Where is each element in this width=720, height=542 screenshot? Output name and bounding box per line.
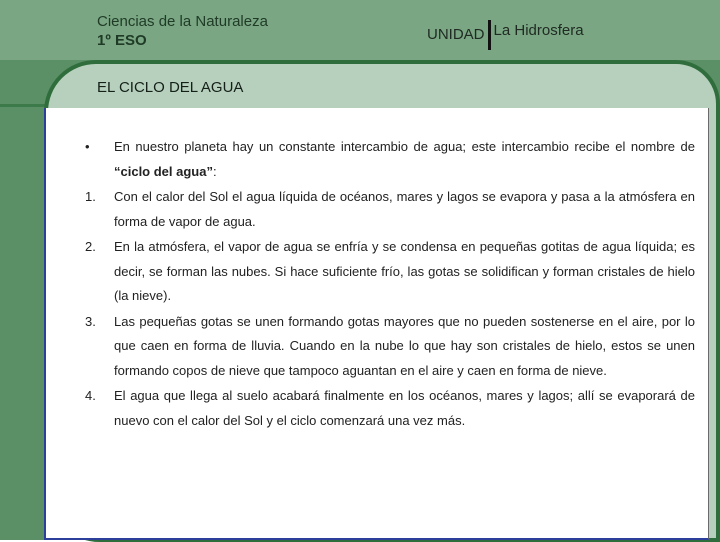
unit-header <box>427 20 584 50</box>
section-title: EL CICLO DEL AGUA <box>97 79 244 96</box>
list-item-text: En la atmósfera, el vapor de agua se enfría y se condensa en pequeñas gotitas de agua líquida; es decir, se forman las nubes. Si hace suficiente frío, las gotas se solidifican y forman cristales de hielo (la nieve). <box>114 239 695 303</box>
intro-paragraph <box>85 135 695 184</box>
list-item <box>85 235 695 309</box>
list-item-text: El agua que llega al suelo acabará finalmente en los océanos, mares y lagos; allí se evaporará de nuevo con el calor del Sol y el ciclo comenzará una vez más. <box>114 388 695 428</box>
list-item-text: Las pequeñas gotas se unen formando gotas mayores que no pueden sostenerse en el aire, por lo que caen en forma de lluvia. Cuando en la nube lo que hay son cristales de hielo, estos se unen formando copos de nieve que tampoco aguantan en el aire y caen en forma de nieve. <box>114 313 695 378</box>
list-item-text: Con el calor del Sol el agua líquida de océanos, mares y lagos se evapora y pasa a la atmósfera en forma de vapor de agua. <box>114 189 695 229</box>
list-marker: 3. <box>85 313 96 329</box>
list-item <box>85 310 695 384</box>
course-level: 1º ESO <box>97 32 147 49</box>
unit-separator <box>488 20 491 50</box>
unit-label: UNIDAD <box>427 26 485 43</box>
intro-text: En nuestro planeta hay un constante intercambio de agua; este intercambio recibe el nombre de <box>114 139 695 154</box>
list-marker: 1. <box>85 189 96 204</box>
intro-colon: : <box>212 163 217 179</box>
list-marker: 2. <box>85 239 96 254</box>
bullet-marker: • <box>85 139 90 154</box>
list-item <box>85 185 695 234</box>
intro-emphasis: “ciclo del agua” <box>114 163 213 179</box>
course-header <box>97 13 268 49</box>
list-marker: 4. <box>85 388 96 403</box>
list-item <box>85 384 695 433</box>
unit-title: La Hidrosfera <box>493 22 584 39</box>
content-text <box>85 135 695 433</box>
subject-title: Ciencias de la Naturaleza <box>97 13 268 30</box>
